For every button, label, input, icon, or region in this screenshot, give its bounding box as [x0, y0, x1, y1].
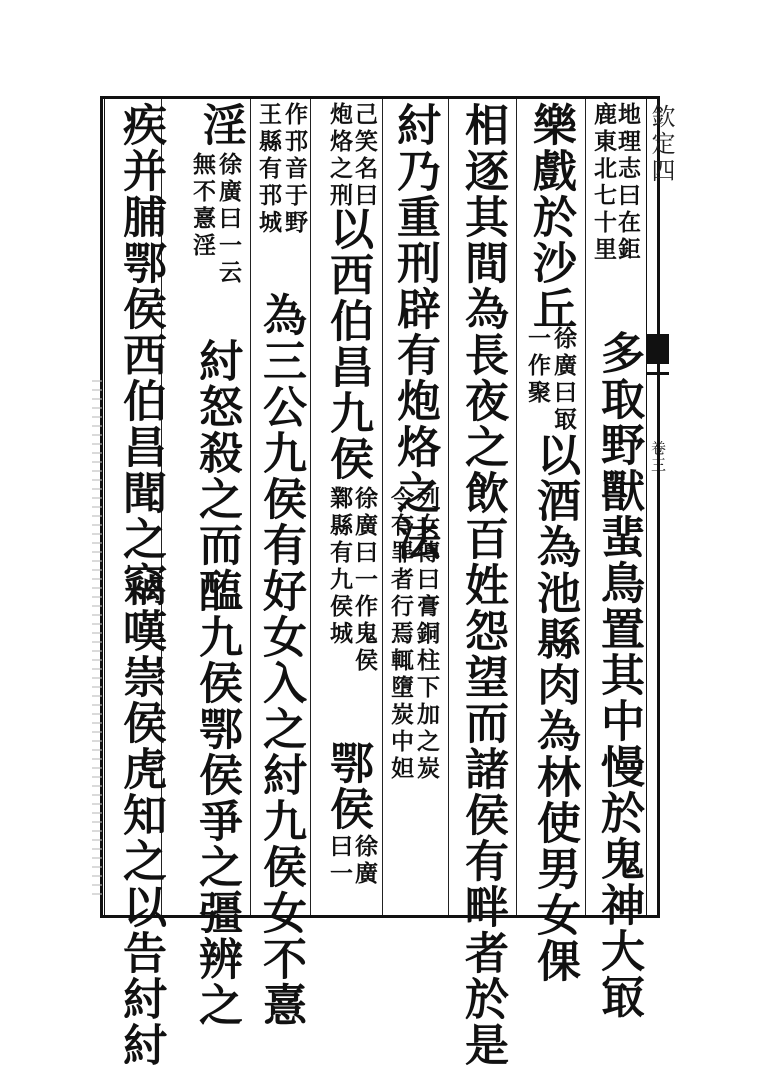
column-6-note-right-c: 徐廣	[351, 834, 378, 888]
column-8-text-b: 紂怒殺之而醢九侯鄂侯爭之彊辨之	[191, 338, 242, 1028]
frame-inner-line	[104, 96, 105, 918]
column-5-note-right: 列女傳曰膏銅柱下加之炭	[413, 486, 440, 783]
column-8-note-left: 無不憙淫	[189, 152, 216, 260]
juan-number: 卷三	[649, 440, 667, 474]
fishtail-line	[647, 372, 669, 375]
column-3-note-left: 一作聚	[524, 326, 551, 407]
column-6-note-left-a: 炮烙之刑	[326, 102, 353, 210]
column-9-text: 疾并脯鄂侯西伯昌聞之竊嘆崇侯虎知之以告紂紂	[115, 102, 166, 1068]
column-6-text-a: 以西伯昌九侯	[322, 206, 373, 482]
column-2-text: 多取野獸蜚鳥置其中慢於鬼神大冣	[593, 330, 644, 1020]
column-3-note-right: 徐廣曰冣	[550, 326, 577, 434]
column-rule	[516, 99, 517, 915]
column-4-text: 相逐其間為長夜之飲百姓怨望而諸侯有畔者於是	[457, 102, 508, 1068]
column-8-note-right: 徐廣曰一云	[215, 152, 242, 287]
column-rule	[585, 99, 586, 915]
column-3-text-b: 以酒為池縣肉為林使男女倮	[529, 432, 580, 984]
column-rule	[448, 99, 449, 915]
column-8-text-a: 淫	[195, 102, 246, 148]
column-6-note-right-b: 徐廣曰一作鬼侯	[351, 486, 378, 675]
column-7-note-left: 王縣有邘城	[255, 102, 282, 237]
column-3-text-a: 樂戲於沙丘	[525, 102, 576, 332]
fishtail-mark	[647, 334, 669, 364]
column-7-note-right: 作邘音于野	[281, 102, 308, 237]
column-7-text: 為三公九侯有好女入之紂九侯女不憙	[255, 292, 306, 1028]
column-rule	[250, 99, 251, 915]
column-6-text-b: 鄂侯	[322, 740, 373, 832]
book-title: 欽定四	[647, 104, 675, 185]
banxin-strip	[646, 96, 660, 918]
column-6-note-left-c: 曰一	[326, 834, 353, 888]
column-5-text: 紂乃重刑辟有炮烙之法	[389, 102, 440, 562]
column-1-note-right: 地理志曰在鉅	[614, 102, 641, 264]
column-6-note-left-b: 鄴縣有九侯城	[326, 486, 353, 648]
paper-speckle	[92, 380, 102, 900]
column-1-note-left: 鹿東北七十里	[590, 102, 617, 264]
column-5-note-left: 令有罪者行焉輒墮炭中妲	[387, 486, 414, 783]
column-rule	[310, 99, 311, 915]
column-rule	[382, 99, 383, 915]
column-6-note-right-a: 己笑名曰	[351, 102, 378, 210]
